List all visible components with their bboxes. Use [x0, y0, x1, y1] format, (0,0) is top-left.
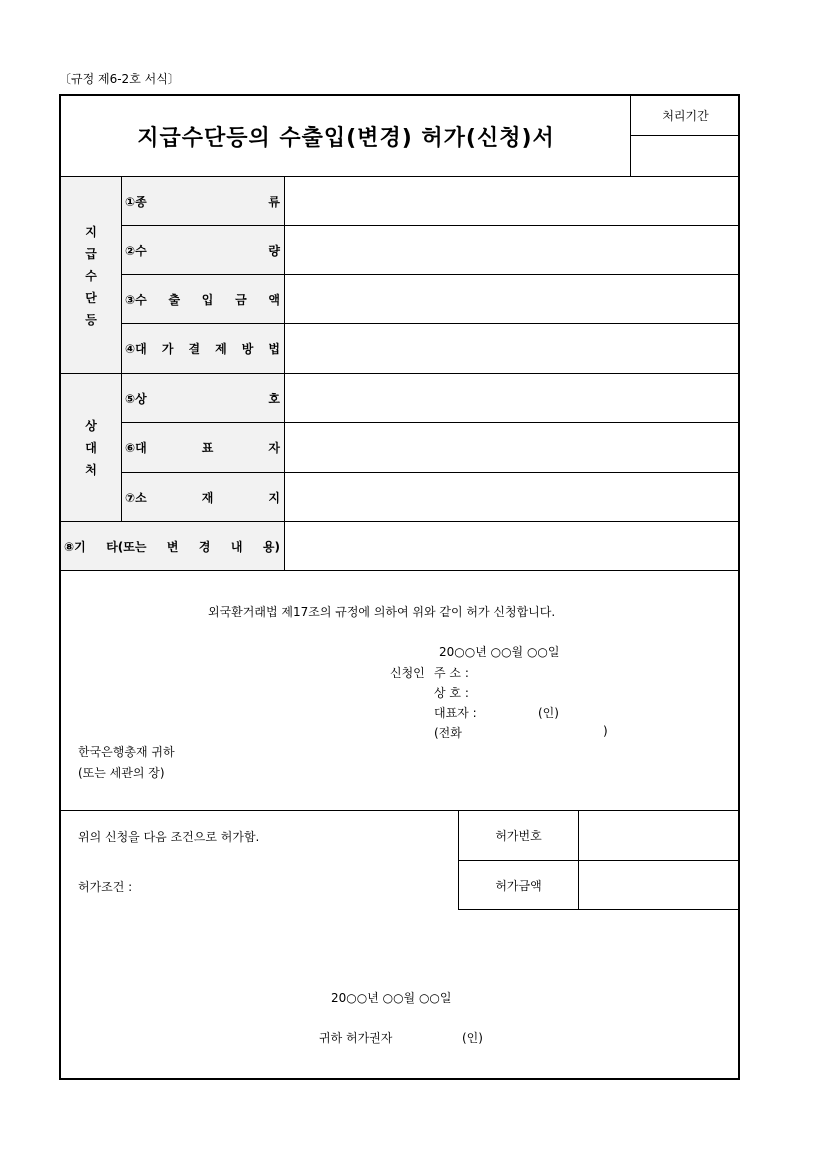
- field-label-settlement-method: ④대 가 결 제 방 법: [122, 324, 284, 373]
- applicant-phone-close: ): [603, 724, 608, 738]
- processing-period-value[interactable]: [631, 136, 740, 176]
- payment-means-section-label: 지 급 수 단 등: [61, 177, 121, 374]
- applicant-address-label: 주 소 :: [434, 666, 469, 680]
- permit-number-value[interactable]: [579, 811, 740, 860]
- approval-signoff: 귀하 허가권자: [319, 1031, 393, 1045]
- applicant-company-label: 상 호 :: [434, 686, 469, 700]
- field-value-company[interactable]: [285, 374, 740, 422]
- applicant-seal: (인): [538, 706, 559, 720]
- declaration-statement: 외국환거래법 제17조의 규정에 의하여 위와 같이 허가 신청합니다.: [208, 605, 556, 619]
- form-title: 지급수단등의 수출입(변경) 허가(신청)서: [137, 125, 555, 151]
- field-label-quantity: ②수 량: [122, 226, 284, 274]
- permit-number-label: 허가번호: [495, 829, 542, 843]
- field-label-type: ①종 류: [122, 177, 284, 225]
- field-value-amount[interactable]: [285, 275, 740, 323]
- field-label-location: ⑦소 재 지: [122, 473, 284, 521]
- applicant-phone-open: (전화: [434, 726, 462, 740]
- approval-conditions-label: 허가조건 :: [78, 880, 133, 894]
- field-label-representative: ⑥대 표 자: [122, 423, 284, 472]
- addressee-line1: 한국은행총재 귀하: [78, 745, 175, 759]
- field-value-other[interactable]: [285, 522, 740, 570]
- form-code: 〔규정 제6-2호 서식〕: [59, 72, 180, 86]
- permit-amount-label: 허가금액: [495, 878, 542, 893]
- approval-date: 20○○년 ○○월 ○○일: [331, 991, 452, 1005]
- field-label-company: ⑤상 호: [122, 374, 284, 422]
- addressee-line2: (또는 세관의 장): [78, 766, 165, 780]
- applicant-representative-label: 대표자 :: [434, 706, 477, 720]
- field-value-type[interactable]: [285, 177, 740, 225]
- field-label-other: ⑧기 타(또는 변 경 내 용): [61, 522, 284, 570]
- field-value-settlement-method[interactable]: [285, 324, 740, 373]
- approval-seal: (인): [462, 1031, 483, 1045]
- field-value-location[interactable]: [285, 473, 740, 521]
- application-form: [59, 94, 740, 1080]
- approval-statement: 위의 신청을 다음 조건으로 허가함.: [78, 830, 260, 844]
- field-label-amount: ③수 출 입 금 액: [122, 275, 284, 323]
- counterparty-section-label: 상 대 처: [61, 374, 121, 521]
- applicant-label: 신청인: [390, 666, 425, 680]
- field-value-quantity[interactable]: [285, 226, 740, 274]
- processing-period-label: 처리기간: [662, 108, 709, 123]
- field-value-representative[interactable]: [285, 423, 740, 472]
- permit-amount-value[interactable]: [579, 861, 740, 909]
- application-date: 20○○년 ○○월 ○○일: [439, 645, 560, 659]
